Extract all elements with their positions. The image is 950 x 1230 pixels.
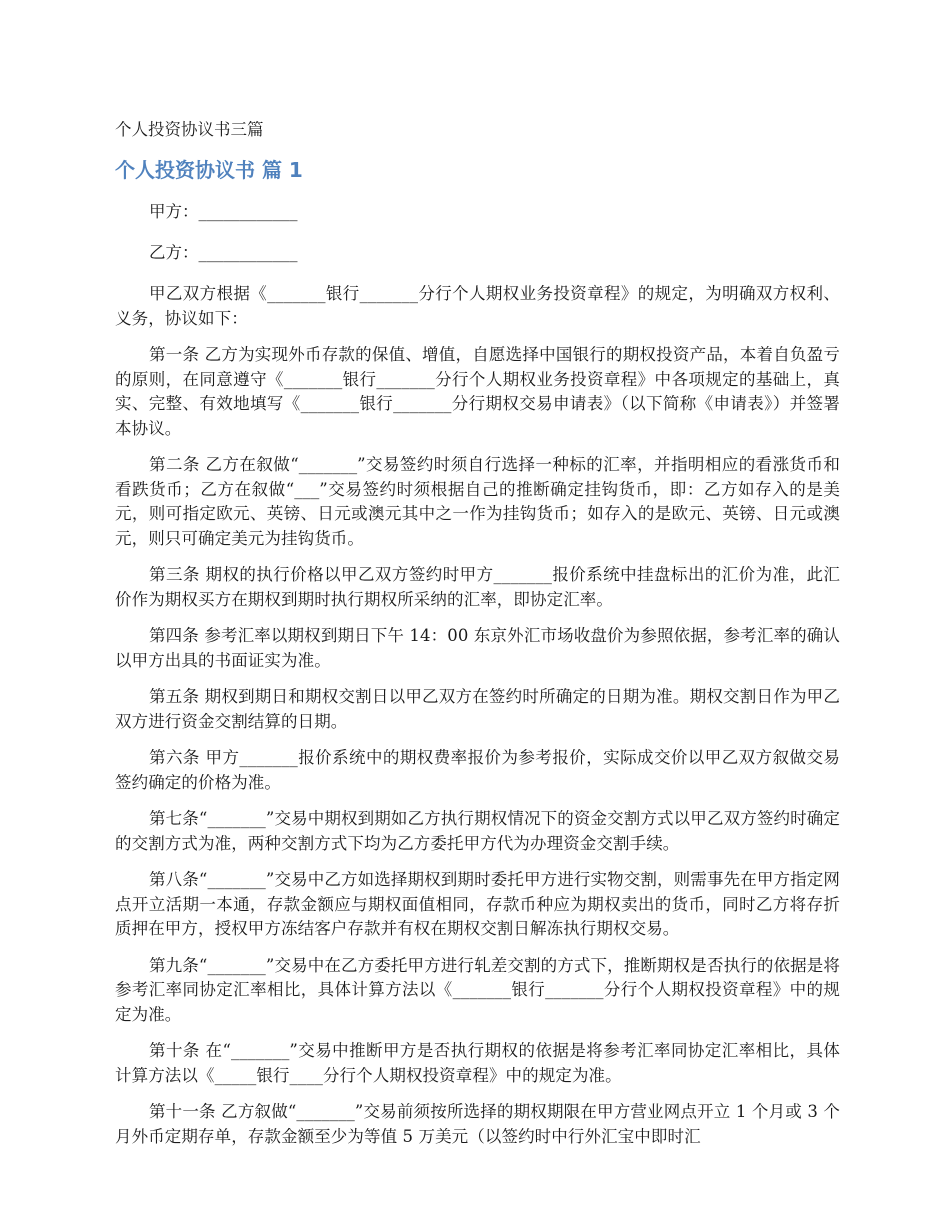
paragraph-article-5: 第五条 期权到期日和期权交割日以甲乙双方在签约时所确定的日期为准。期权交割日作为甲乙双方进行资金交割结算的日期。	[115, 687, 840, 731]
paragraph-article-6: 第六条 甲方_______报价系统中的期权费率报价为参考报价，实际成交价以甲乙双方叙做交易签约确定的价格为准。	[115, 748, 840, 792]
paragraph-article-1: 第一条 乙方为实现外币存款的保值、增值，自愿选择中国银行的期权投资产品，本着自负盈亏的原则，在同意遵守《_______银行_______分行个人期权业务投资章程》中各项规定的基础上，真实、完整、有效地填写《_______银行_______分行期权交易申请表》（以下简称《申请表》）并签署本协议。	[115, 345, 840, 438]
paragraph-article-11: 第十一条 乙方叙做“_______”交易前须按所选择的期权期限在甲方营业网点开立 1 个月或 3 个月外币定期存单，存款金额至少为等值 5 万美元（以签约时中行外汇宝中即时汇	[115, 1102, 840, 1146]
party-a-line: 甲方：____________	[149, 202, 298, 221]
paragraph-article-2: 第二条 乙方在叙做“_______”交易签约时须自行选择一种标的汇率，并指明相应的看涨货币和看跌货币；乙方在叙做“___”交易签约时须根据自己的推断确定挂钩货币，即：乙方如存入的是美元，则可指定欧元、英镑、日元或澳元其中之一作为挂钩货币；如存入的是欧元、英镑、日元或澳元，则只可确定美元为挂钩货币。	[115, 455, 840, 548]
paragraph-article-3: 第三条 期权的执行价格以甲乙双方签约时甲方_______报价系统中挂盘标出的汇价为准，此汇价作为期权买方在期权到期时执行期权所采纳的汇率，即协定汇率。	[115, 565, 840, 609]
paragraph-article-8: 第八条“_______”交易中乙方如选择期权到期时委托甲方进行实物交割，则需事先在甲方指定网点开立活期一本通，存款金额应与期权面值相同，存款币种应为期权卖出的货币，同时乙方将存折质押在甲方，授权甲方冻结客户存款并有权在期权交割日解冻执行期权交易。	[115, 870, 840, 938]
paragraph-article-10: 第十条 在“_______”交易中推断甲方是否执行期权的依据是将参考汇率同协定汇率相比，具体计算方法以《_____银行____分行个人期权投资章程》中的规定为准。	[115, 1041, 840, 1085]
paragraph-preamble: 甲乙双方根据《_______银行_______分行个人期权业务投资章程》的规定，为明确双方权利、义务，协议如下：	[115, 284, 840, 328]
paragraph-article-9: 第九条“_______”交易中在乙方委托甲方进行轧差交割的方式下，推断期权是否执行的依据是将参考汇率同协定汇率相比，具体计算方法以《_______银行_______分行个人期权投资章程》中的规定为准。	[115, 955, 840, 1024]
section-heading: 个人投资协议书 篇 1	[115, 158, 303, 182]
paragraph-article-4: 第四条 参考汇率以期权到期日下午 14：00 东京外汇市场收盘价为参照依据，参考汇率的确认以甲方出具的书面证实为准。	[115, 626, 840, 670]
paragraph-article-7: 第七条“_______”交易中期权到期如乙方执行期权情况下的资金交割方式以甲乙双方签约时确定的交割方式为准，两种交割方式下均为乙方委托甲方代为办理资金交割手续。	[115, 809, 840, 853]
document-page	[115, 118, 840, 1161]
party-b-line: 乙方：____________	[149, 243, 298, 262]
document-title: 个人投资协议书三篇	[115, 120, 264, 139]
